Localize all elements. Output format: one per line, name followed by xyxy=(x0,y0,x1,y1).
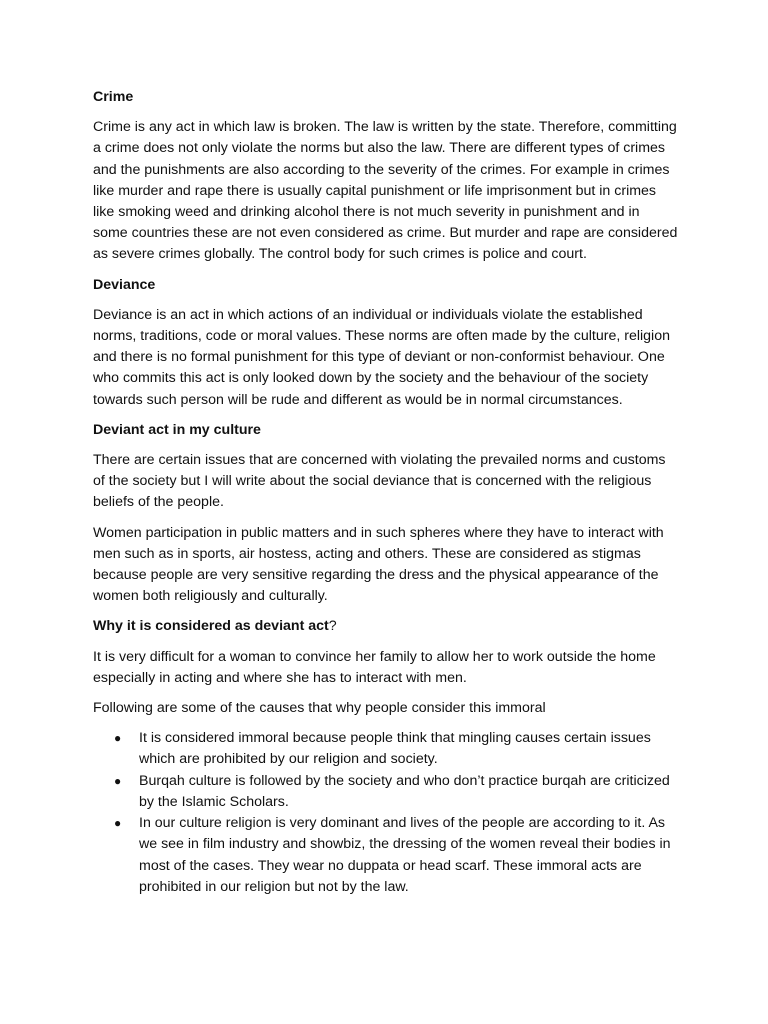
section-why-deviant xyxy=(93,616,678,897)
list-item-text: Burqah culture is followed by the society and who don’t practice burqah are criticized by the Islamic Scholars. xyxy=(139,772,670,810)
section-heading-question-mark: ? xyxy=(328,618,337,635)
section-heading xyxy=(93,616,678,637)
bullet-list xyxy=(93,728,678,898)
bullet-icon: ● xyxy=(114,816,122,831)
bullet-icon: ● xyxy=(114,731,122,746)
section-crime xyxy=(93,87,678,266)
paragraph: It is very difficult for a woman to convince her family to allow her to work outside the home especially in acting and where she has to interact with men. xyxy=(93,648,656,686)
list-item xyxy=(93,813,678,898)
list-item xyxy=(93,728,678,770)
list-item-text: In our culture religion is very dominant and lives of the people are according to it. As we see in film industry and showbiz, the dressing of the women reveal their bodies in most of the cases. They wear no duppata or head scarf. These immoral acts are prohibited in our religion but not by the law. xyxy=(139,815,671,895)
document-page xyxy=(93,87,678,898)
section-heading: Crime xyxy=(93,89,134,105)
section-heading: Deviant act in my culture xyxy=(93,421,261,438)
section-deviant-act xyxy=(93,420,678,608)
paragraph: Women participation in public matters and in such spheres where they have to interact with men such as in sports, air hostess, acting and others. These are considered as stigmas because people are very sensitive regarding the dress and the physical appearance of the women both religiously and culturally. xyxy=(93,524,664,605)
paragraph: There are certain issues that are concerned with violating the prevailed norms and customs of the society but I will write about the social deviance that is concerned with the religious beliefs of the people. xyxy=(93,452,666,511)
section-deviance xyxy=(93,275,678,411)
section-heading-text: Why it is considered as deviant act xyxy=(93,618,329,635)
paragraph: Deviance is an act in which actions of an individual or individuals violate the established norms, traditions, code or moral values. These norms are often made by the culture, religion and there is no formal punishment for this type of deviant or non-conformist behaviour. One who commits this act is only looked down by the society and the behaviour of the society towards such person will be rude and different as would be in normal circumstances. xyxy=(93,306,670,408)
bullet-icon: ● xyxy=(114,773,122,788)
paragraph: Following are some of the causes that why people consider this immoral xyxy=(93,700,546,717)
list-item-text: It is considered immoral because people think that mingling causes certain issues which are prohibited by our religion and society. xyxy=(139,730,651,768)
paragraph: Crime is any act in which law is broken. The law is written by the state. Therefore, committing a crime does not only violate the norms but also the law. There are different types of crimes and the punishments are also according to the severity of the crimes. For example in crimes like murder and rape there is usually capital punishment or life imprisonment but in crimes like smoking weed and drinking alcohol there is not much severity in punishment and in some countries these are not even considered as crime. But murder and rape are considered as severe crimes globally. The control body for such crimes is police and court. xyxy=(93,119,678,263)
list-item xyxy=(93,771,678,813)
section-heading: Deviance xyxy=(93,276,156,293)
